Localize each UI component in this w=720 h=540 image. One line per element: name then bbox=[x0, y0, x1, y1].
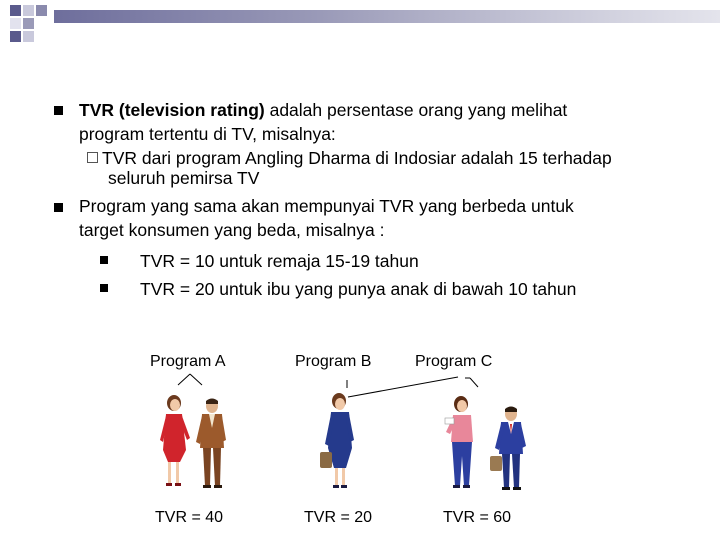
woman-red-figure bbox=[160, 395, 190, 486]
sub-bullet-1-line-1: TVR dari program Angling Dharma di Indosiar adalah 15 terhadap bbox=[102, 148, 612, 168]
man-blue-figure bbox=[490, 407, 526, 491]
bullet-2-line-1: Program yang sama akan mempunyai TVR yang berbeda untuk bbox=[79, 196, 574, 216]
paper-icon bbox=[445, 418, 454, 424]
woman-navy-figure bbox=[320, 393, 354, 488]
man-brown-figure bbox=[196, 399, 226, 489]
tvr-label-a: TVR = 40 bbox=[155, 509, 224, 526]
bullet-1-line-2: program tertentu di TV, misalnya: bbox=[79, 124, 336, 144]
connector-lines bbox=[178, 374, 478, 397]
bullet-1-text: adalah persentase orang yang melihat bbox=[264, 100, 568, 120]
bullet-2-line-2: target konsumen yang beda, misalnya : bbox=[79, 220, 385, 240]
program-c-label: Program C bbox=[415, 353, 493, 370]
tvr-label-c: TVR = 60 bbox=[443, 509, 512, 526]
program-a-label: Program A bbox=[150, 353, 226, 370]
program-b-label: Program B bbox=[295, 353, 372, 370]
sub-bullet-2-text: TVR = 10 untuk remaja 15-19 tahun bbox=[140, 251, 419, 271]
bullet-1-bold-lead: TVR (television rating) bbox=[79, 100, 265, 120]
briefcase-icon bbox=[490, 456, 502, 471]
tvr-label-b: TVR = 20 bbox=[304, 509, 373, 526]
sub-bullet-1-line-2: seluruh pemirsa TV bbox=[108, 168, 260, 188]
woman-pink-figure bbox=[445, 396, 473, 488]
handbag-icon bbox=[320, 452, 332, 468]
sub-bullet-3-text: TVR = 20 untuk ibu yang punya anak di bawah 10 tahun bbox=[140, 279, 577, 299]
